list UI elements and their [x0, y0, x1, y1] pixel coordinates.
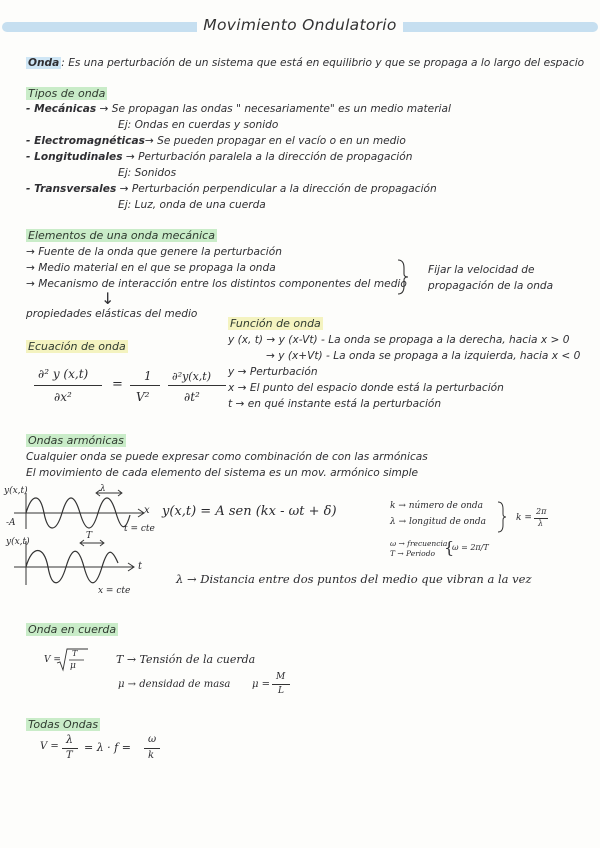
tipos-line: - Electromagnéticas→ Se pueden propagar en el vacío o en un medio — [26, 135, 406, 147]
cuerda-v-num: T — [72, 649, 78, 658]
todas-eq2: = λ · f = — [84, 741, 131, 754]
wave-formula: y(x,t) = A sen (kx - ωt + δ) — [162, 504, 337, 519]
page-title-wrap — [0, 15, 600, 34]
funcion-line: y → Perturbación — [228, 366, 318, 378]
tipos-line: Ej: Luz, onda de una cuerda — [118, 199, 266, 211]
k-formula-den: λ — [538, 519, 544, 528]
todas-fraction-bar — [144, 748, 160, 749]
mu-lhs: μ = — [252, 679, 271, 690]
graph1-lambda: λ — [100, 484, 106, 494]
armonicas-line: El movimiento de cada elemento del sistema es un mov. armónico simple — [26, 467, 419, 479]
mu-fraction-bar — [272, 684, 290, 685]
cuerda-densidad: μ → densidad de masa — [118, 679, 231, 690]
brace-icon — [396, 258, 410, 296]
eq-lhs-den: ∂x² — [54, 390, 72, 404]
cuerda-v-lhs: V = — [44, 655, 61, 665]
eq-fraction-bar — [130, 385, 160, 386]
propiedades-text: propiedades elásticas del medio — [26, 308, 198, 320]
brace-icon: { — [444, 538, 455, 557]
elementos-item: → Medio material en el que se propaga la onda — [26, 262, 276, 274]
graph1-xlabel: x — [144, 505, 150, 516]
todas-w-den: k — [148, 750, 155, 761]
graph2-const: x = cte — [98, 586, 131, 596]
todas-v-num: λ — [66, 733, 73, 746]
tipos-line: Ej: Ondas en cuerdas y sonido — [118, 119, 279, 131]
elementos-item: → Fuente de la onda que genere la perturbación — [26, 246, 282, 258]
cuerda-v-den: μ — [70, 661, 76, 671]
graph2-xlabel: t — [138, 561, 143, 572]
lambda-definition: λ → Distancia entre dos puntos del medio que vibran a la vez — [176, 572, 532, 586]
elementos-heading: Elementos de una onda mecánica — [28, 229, 215, 242]
funcion-heading: Función de onda — [230, 317, 321, 330]
funcion-line: t → en qué instante está la perturbación — [228, 398, 442, 410]
elementos-item: → Mecanismo de interacción entre los distintos componentes del medio — [26, 278, 407, 290]
brace-icon — [496, 500, 508, 534]
funcion-line: → y (x+Vt) - La onda se propaga a la izquierda, hacia x < 0 — [266, 350, 581, 362]
eq-mid-num: 1 — [144, 369, 152, 383]
eq-lhs-num: ∂² y (x,t) — [38, 367, 89, 381]
def-omega: ω → frecuencia — [390, 539, 448, 548]
def-period: T → Periodo — [390, 549, 436, 558]
graph1-tick: -A — [6, 518, 16, 528]
todas-heading: Todas Ondas — [28, 718, 99, 731]
tipos-line: - Longitudinales → Perturbación paralela a la dirección de propagación — [26, 151, 413, 163]
def-k: k → número de onda — [390, 501, 484, 511]
eq-equals: = — [112, 377, 123, 392]
k-formula-lhs: k = — [516, 513, 532, 523]
graph2-ylabel: y(x,t) — [6, 537, 30, 547]
todas-v-den: T — [66, 750, 73, 761]
tipos-line: - Mecánicas → Se propagan las ondas " necesariamente" es un medio material — [26, 103, 451, 115]
eq-mid-den: V² — [136, 390, 150, 404]
w-formula: ω = 2π/T — [452, 543, 489, 552]
brace-note: propagación de la onda — [428, 280, 554, 292]
graph1-ylabel: y(x,t) — [4, 486, 28, 496]
definition-term: Onda — [28, 57, 60, 69]
cuerda-tension: T → Tensión de la cuerda — [116, 653, 256, 666]
todas-fraction-bar — [62, 748, 78, 749]
k-formula-num: 2π — [536, 507, 547, 516]
graph1-const: t = cte — [124, 524, 155, 534]
funcion-line: x → El punto del espacio donde está la perturbación — [228, 382, 504, 394]
def-lambda: λ → longitud de onda — [390, 517, 487, 527]
mu-den: L — [278, 686, 284, 696]
definition-text: : Es una perturbación de un sistema que está en equilibrio y que se propaga a lo largo del espacio — [61, 57, 585, 69]
funcion-line: y (x, t) → y (x-Vt) - La onda se propaga a la derecha, hacia x > 0 — [228, 334, 570, 346]
arrow-down-icon: ↓ — [101, 289, 115, 308]
tipos-line: Ej: Sonidos — [118, 167, 177, 179]
armonicas-line: Cualquier onda se puede expresar como combinación de con las armónicas — [26, 451, 428, 463]
ecuacion-heading: Ecuación de onda — [28, 340, 126, 353]
eq-fraction-bar — [168, 385, 226, 386]
graph2-period: T — [86, 531, 93, 541]
todas-v-lhs: V = — [40, 741, 59, 752]
armonicas-heading: Ondas armónicas — [28, 434, 124, 447]
mu-num: M — [276, 672, 286, 682]
brace-note: Fijar la velocidad de — [428, 264, 535, 276]
definition — [26, 56, 584, 70]
todas-w-num: ω — [148, 734, 157, 745]
eq-rhs-den: ∂t² — [184, 390, 200, 404]
eq-rhs-num: ∂²y(x,t) — [172, 370, 212, 383]
eq-fraction-bar — [34, 385, 102, 386]
cuerda-heading: Onda en cuerda — [28, 623, 117, 636]
tipos-line: - Transversales → Perturbación perpendicular a la dirección de propagación — [26, 183, 437, 195]
tipos-heading: Tipos de onda — [28, 87, 106, 100]
page-title: Movimiento Ondulatorio — [197, 16, 402, 34]
